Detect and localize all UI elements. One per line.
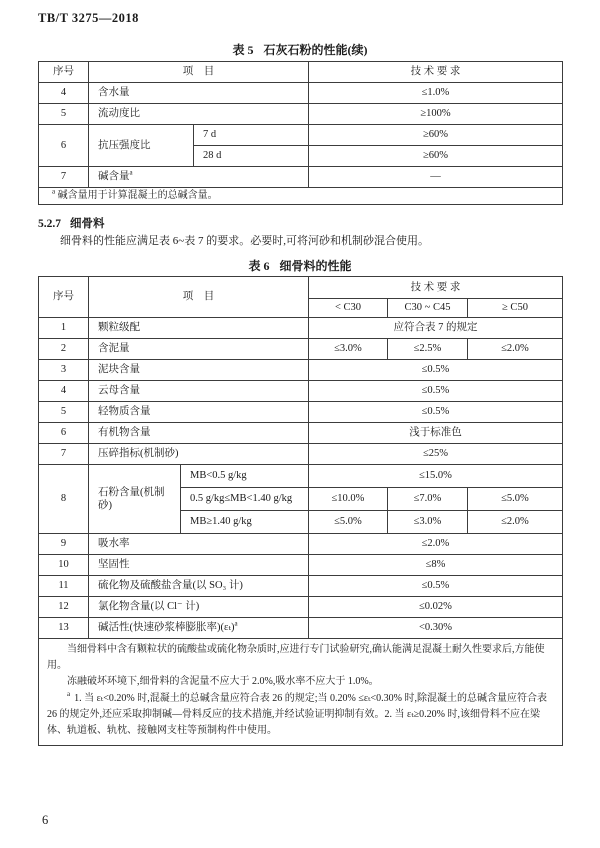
cell-value: 浅于标准色	[309, 423, 563, 444]
cell-value: ≤0.5%	[309, 402, 563, 423]
cell-subitem: MB<0.5 g/kg	[181, 465, 309, 488]
table5-footnote-row	[39, 188, 563, 205]
cell-item: 含水量	[89, 83, 309, 104]
table6-title	[0, 257, 600, 274]
note-paragraph-a	[47, 691, 554, 740]
cell-item: 氯化物含量(以 Cl⁻ 计)	[89, 597, 309, 618]
footnote-marker: a	[129, 168, 133, 177]
cell-req: —	[309, 167, 563, 188]
table5-title-text: 石灰石粉的性能(续)	[263, 43, 368, 57]
table-row	[39, 318, 563, 339]
table5-col-req: 技 术 要 求	[309, 62, 563, 83]
table-row	[39, 534, 563, 555]
section-heading	[38, 215, 105, 231]
cell-value: <0.30%	[309, 618, 563, 639]
cell-no: 6	[39, 423, 89, 444]
table-row	[39, 597, 563, 618]
cell-no: 12	[39, 597, 89, 618]
cell-subitem: 28 d	[194, 146, 309, 167]
cell-no: 11	[39, 576, 89, 597]
table-row	[39, 576, 563, 597]
table5-title	[0, 41, 600, 58]
table5-footnote	[39, 188, 563, 205]
section-number: 5.2.7	[38, 218, 61, 230]
cell-value: ≤3.0%	[388, 511, 468, 534]
cell-item: 硫化物及硫酸盐含量(以 SO₃ 计)	[89, 576, 309, 597]
cell-value: ≤5.0%	[309, 511, 388, 534]
cell-no: 8	[39, 465, 89, 534]
table-row	[39, 360, 563, 381]
cell-value: ≤2.0%	[309, 534, 563, 555]
table6-header-row	[39, 277, 563, 299]
footnote-marker: a	[52, 187, 56, 196]
section-title: 细骨料	[70, 218, 105, 230]
footnote-marker: a	[67, 690, 71, 699]
cell-item: 吸水率	[89, 534, 309, 555]
table6-col-c30-c45: C30 ~ C45	[388, 299, 468, 318]
cell-req: ≥100%	[309, 104, 563, 125]
section-paragraph: 细骨料的性能应满足表 6~表 7 的要求。必要时,可将河砂和机制砂混合使用。	[60, 235, 429, 247]
cell-value: ≤15.0%	[309, 465, 563, 488]
cell-value: ≤10.0%	[309, 488, 388, 511]
table6-col-c50: ≥ C50	[468, 299, 563, 318]
cell-item: 云母含量	[89, 381, 309, 402]
table5-col-no: 序号	[39, 62, 89, 83]
table6	[38, 276, 563, 746]
cell-no: 13	[39, 618, 89, 639]
table-row	[39, 83, 563, 104]
table6-title-text: 细骨料的性能	[279, 259, 352, 273]
cell-subitem: MB≥1.40 g/kg	[181, 511, 309, 534]
table6-col-item: 项 目	[89, 277, 309, 318]
table6-notes-row	[39, 639, 563, 746]
footnote-text: 碱含量用于计算混凝土的总碱含量。	[57, 189, 218, 201]
table6-notes	[39, 639, 563, 746]
cell-no: 9	[39, 534, 89, 555]
cell-no: 6	[39, 125, 89, 167]
cell-item-text: 碱含量	[98, 171, 130, 183]
table5-col-item: 项 目	[89, 62, 309, 83]
cell-req: ≥60%	[309, 146, 563, 167]
cell-item: 压碎指标(机制砂)	[89, 444, 309, 465]
table6-col-no: 序号	[39, 277, 89, 318]
table-row	[39, 104, 563, 125]
cell-value: ≤3.0%	[309, 339, 388, 360]
cell-subitem: 0.5 g/kg≤MB<1.40 g/kg	[181, 488, 309, 511]
table-row	[39, 339, 563, 360]
cell-subitem: 7 d	[194, 125, 309, 146]
table-row	[39, 381, 563, 402]
table-row	[39, 465, 563, 488]
cell-value: 应符合表 7 的规定	[309, 318, 563, 339]
note-text: 1. 当 εₜ<0.20% 时,混凝土的总碱含量应符合表 26 的规定;当 0.20% ≤εₜ<0.30% 时,除混凝土的总碱含量应符合表 26 的规定外,还应采取抑制碱—骨料反应的技术措施,并经试验证明抑制有效。2. 当 εₜ≥0.20% 时,该细骨料不应在梁体、轨道板、轨枕、接触网支柱等预制构件中使用。	[47, 692, 547, 736]
table-row	[39, 125, 563, 146]
table-row	[39, 555, 563, 576]
cell-value: ≤25%	[309, 444, 563, 465]
cell-item: 泥块含量	[89, 360, 309, 381]
cell-no: 4	[39, 381, 89, 402]
cell-value: ≤5.0%	[468, 488, 563, 511]
cell-no: 2	[39, 339, 89, 360]
cell-item: 石粉含量(机制砂)	[89, 465, 181, 534]
cell-item	[89, 618, 309, 639]
table5-title-label: 表 5	[232, 43, 254, 57]
cell-no: 4	[39, 83, 89, 104]
table-row	[39, 167, 563, 188]
table5-header-row	[39, 62, 563, 83]
table-row	[39, 618, 563, 639]
note-paragraph: 当细骨料中含有颗粒状的硫酸盐或硫化物杂质时,应进行专门试验研究,确认能满足混凝土耐久性要求后,方能使用。	[47, 644, 545, 672]
cell-item: 流动度比	[89, 104, 309, 125]
cell-no: 5	[39, 402, 89, 423]
page-number: 6	[42, 813, 49, 827]
table6-col-c30: < C30	[309, 299, 388, 318]
cell-no: 3	[39, 360, 89, 381]
note-paragraph: 冻融破坏环境下,细骨料的含泥量不应大于 2.0%,吸水率不应大于 1.0%。	[67, 676, 379, 688]
cell-item: 坚固性	[89, 555, 309, 576]
cell-item-text: 碱活性(快速砂浆棒膨胀率)(εₜ)	[98, 622, 235, 634]
cell-value: ≤0.5%	[309, 360, 563, 381]
table-row	[39, 444, 563, 465]
cell-item: 轻物质含量	[89, 402, 309, 423]
cell-value: ≤0.5%	[309, 576, 563, 597]
cell-no: 5	[39, 104, 89, 125]
table6-title-label: 表 6	[248, 259, 270, 273]
cell-value: ≤2.0%	[468, 339, 563, 360]
cell-no: 7	[39, 444, 89, 465]
cell-value: ≤8%	[309, 555, 563, 576]
table-row	[39, 423, 563, 444]
cell-value: ≤7.0%	[388, 488, 468, 511]
table5	[38, 61, 563, 205]
cell-item: 抗压强度比	[89, 125, 194, 167]
cell-no: 7	[39, 167, 89, 188]
cell-value: ≤0.5%	[309, 381, 563, 402]
cell-item	[89, 167, 309, 188]
table-row	[39, 402, 563, 423]
cell-item: 有机物含量	[89, 423, 309, 444]
cell-value: ≤2.0%	[468, 511, 563, 534]
cell-no: 10	[39, 555, 89, 576]
cell-req: ≥60%	[309, 125, 563, 146]
footnote-marker: a	[234, 619, 238, 628]
cell-req: ≤1.0%	[309, 83, 563, 104]
cell-item: 颗粒级配	[89, 318, 309, 339]
table6-col-req: 技 术 要 求	[309, 277, 563, 299]
cell-value: ≤0.02%	[309, 597, 563, 618]
doc-number: TB/T 3275—2018	[38, 11, 139, 25]
cell-item: 含泥量	[89, 339, 309, 360]
cell-value: ≤2.5%	[388, 339, 468, 360]
cell-no: 1	[39, 318, 89, 339]
